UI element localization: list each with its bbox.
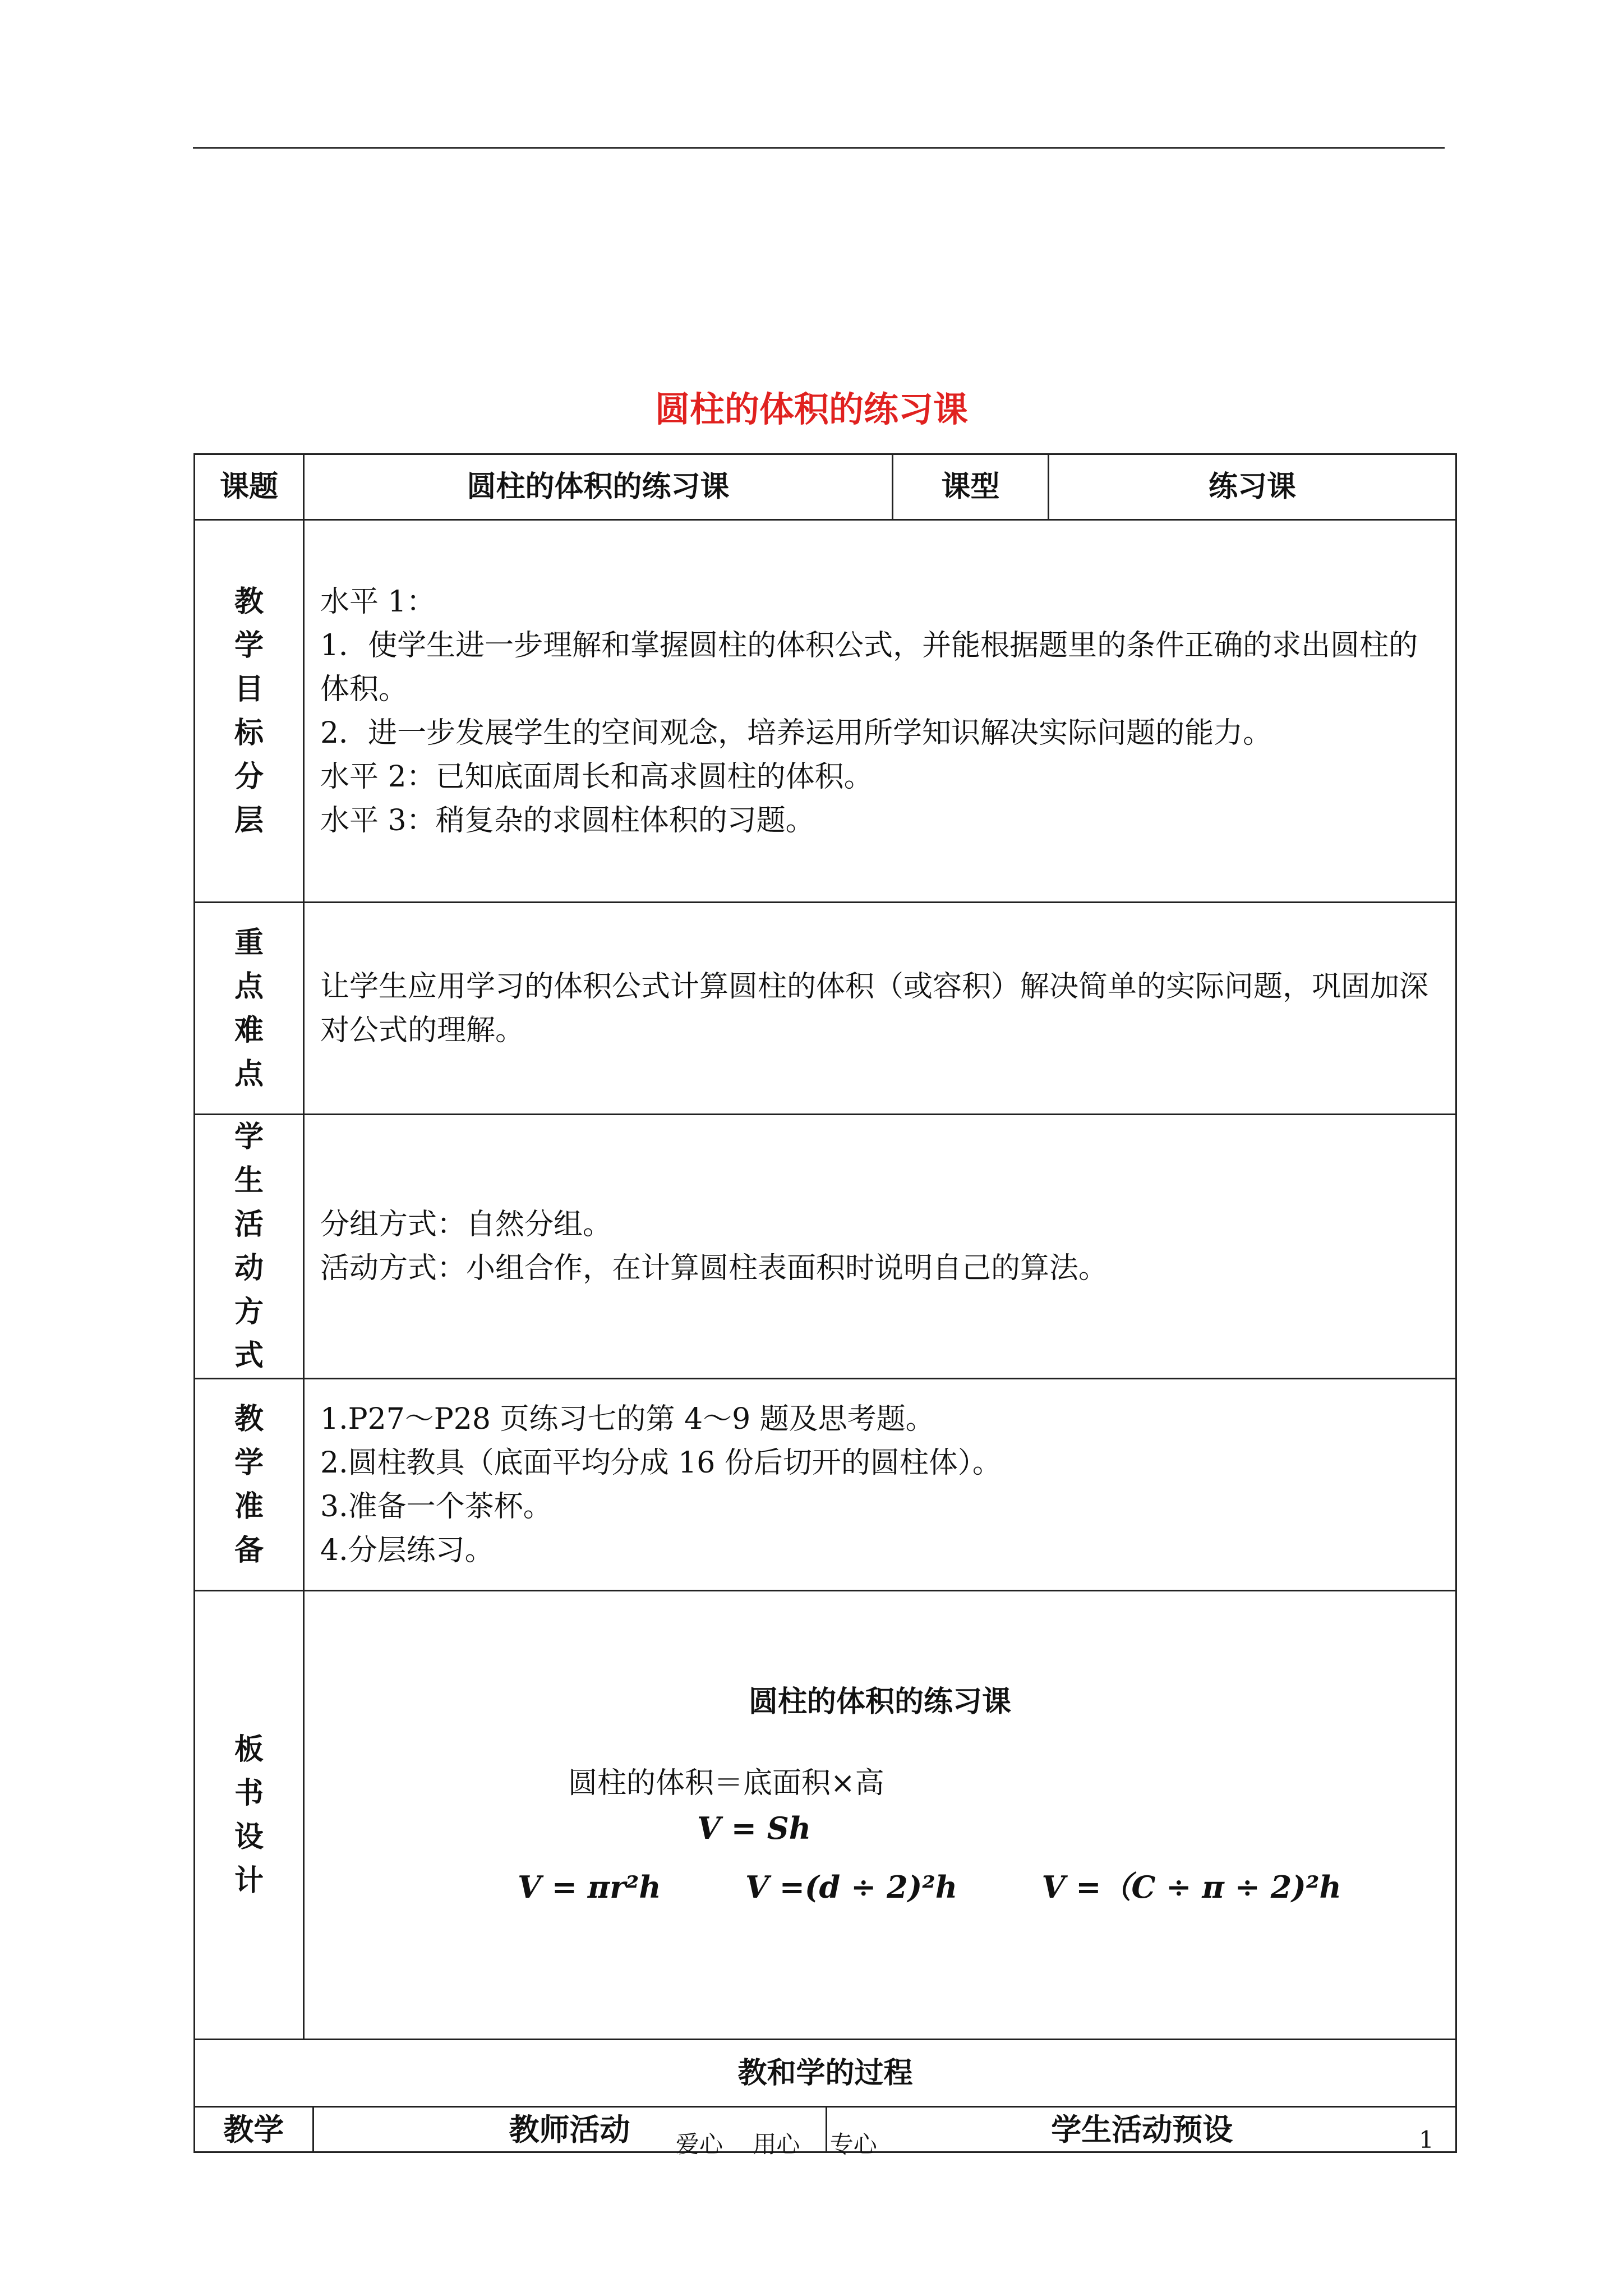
activities-line: 活动方式：小组合作，在计算圆柱表面积时说明自己的算法。: [320, 1251, 1108, 1285]
goals-line: 水平 2：已知底面周长和高求圆柱的体积。: [320, 760, 873, 794]
preparation-row: [195, 1379, 1456, 1591]
lesson-plan-table: [193, 453, 1457, 2153]
page-number: 1: [1419, 2126, 1434, 2154]
board-content: [304, 1591, 1456, 2040]
preparation-line: 3.准备一个茶杯。: [320, 1489, 552, 1524]
preparation-line: 4.分层练习。: [320, 1533, 494, 1567]
preparation-label: [195, 1379, 304, 1591]
header-rule: [193, 147, 1445, 149]
goals-line: 2．进一步发展学生的空间观念，培养运用所学知识解决实际问题的能力。: [320, 716, 1272, 750]
preparation-label-text: 教学准备: [234, 1401, 264, 1567]
footer-motto: 爱心 用心 专心: [676, 2131, 877, 2158]
activities-label: [195, 1115, 304, 1379]
board-row: [195, 1591, 1456, 2040]
board-formula-variants: V = πr²h V =(d ÷ 2)²h V =（C ÷ π ÷ 2)²h: [518, 1869, 1341, 1905]
document-title: 圆柱的体积的练习课: [654, 389, 968, 430]
process-col-teaching: 教学: [223, 2111, 284, 2147]
goals-label: [195, 520, 304, 903]
goals-label-text: 教学目标分层: [234, 584, 264, 838]
subject-label: 课题: [195, 454, 304, 520]
key-points-row: [195, 903, 1456, 1115]
activities-label-text: 学生活动方式: [234, 1120, 264, 1373]
activities-row: [195, 1115, 1456, 1379]
lesson-type-label: 课型: [893, 454, 1049, 520]
activities-line: 分组方式：自然分组。: [320, 1208, 612, 1241]
lesson-type-value: 练习课: [1049, 454, 1456, 520]
board-label-text: 板书设计: [234, 1732, 264, 1898]
board-title: 圆柱的体积的练习课: [748, 1685, 1011, 1719]
process-title: 教和学的过程: [195, 2040, 1456, 2107]
board-label: [195, 1591, 304, 2040]
key-points-text: 让学生应用学习的体积公式计算圆柱的体积（或容积）解决简单的实际问题，巩固加深对公式的理解。: [320, 969, 1429, 1047]
board-formula-words: 圆柱的体积＝底面积×高: [568, 1766, 884, 1800]
process-col-student: 学生活动预设: [826, 2108, 1457, 2151]
goals-line: 水平 3：稍复杂的求圆柱体积的习题。: [320, 803, 815, 838]
activities-content: [304, 1115, 1456, 1379]
key-points-label-text: 重点难点: [234, 925, 264, 1091]
process-col-teacher: 教师活动: [313, 2108, 826, 2151]
subject-value: 圆柱的体积的练习课: [304, 454, 893, 520]
preparation-line: 2.圆柱教具（底面平均分成 16 份后切开的圆柱体）。: [320, 1446, 1002, 1480]
key-points-content: [304, 903, 1456, 1115]
goals-line: 水平 1：: [320, 585, 436, 619]
goals-line: 1．使学生进一步理解和掌握圆柱的体积公式，并能根据题里的条件正确的求出圆柱的体积。: [320, 628, 1418, 706]
board-formula-v-sh: V = Sh: [697, 1810, 811, 1846]
process-title-row: [195, 2040, 1456, 2107]
goals-row: [195, 520, 1456, 903]
key-points-label: [195, 903, 304, 1115]
preparation-content: [304, 1379, 1456, 1591]
header-row: [195, 454, 1456, 520]
goals-content: [304, 520, 1456, 903]
preparation-line: 1.P27～P28 页练习七的第 4～9 题及思考题。: [320, 1402, 935, 1436]
